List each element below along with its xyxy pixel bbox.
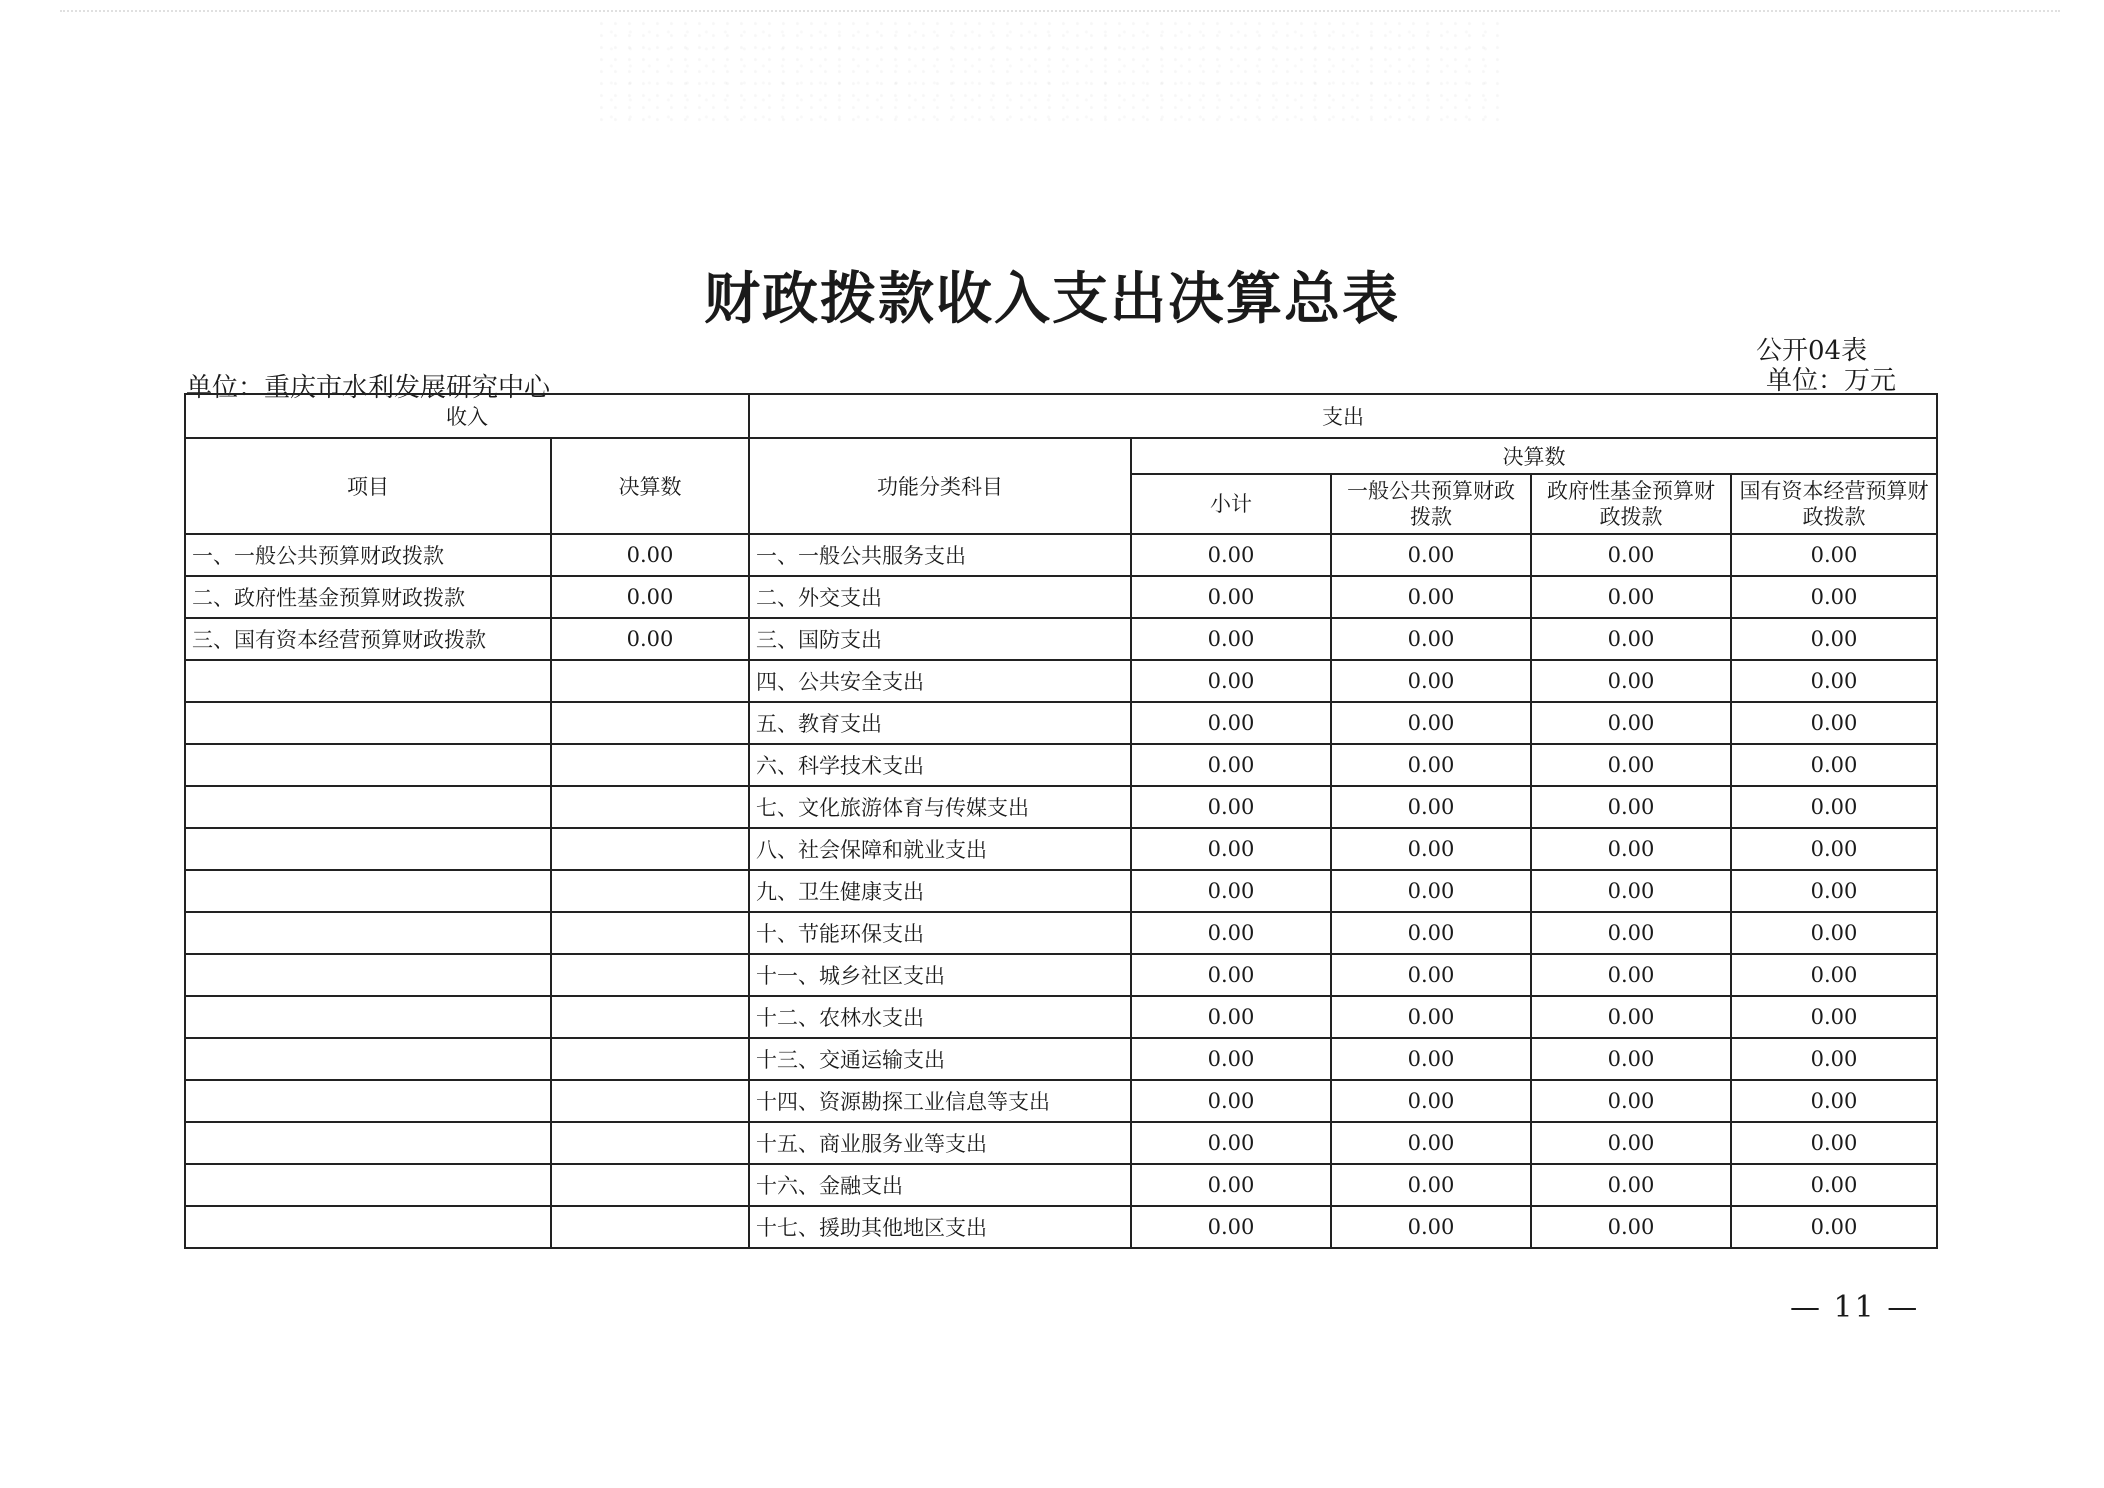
subtotal-cell: 0.00 <box>1131 744 1331 786</box>
gov-fund-cell: 0.00 <box>1531 702 1731 744</box>
budget-table <box>184 393 1938 1249</box>
income-item-cell: 三、国有资本经营预算财政拨款 <box>185 618 551 660</box>
subtotal-cell: 0.00 <box>1131 1164 1331 1206</box>
table-row <box>185 1164 1937 1206</box>
state-capital-cell: 0.00 <box>1731 870 1937 912</box>
income-amount-cell <box>551 660 749 702</box>
gov-fund-cell: 0.00 <box>1531 1080 1731 1122</box>
income-item-cell: 二、政府性基金预算财政拨款 <box>185 576 551 618</box>
income-amount-cell <box>551 954 749 996</box>
function-subject-header: 功能分类科目 <box>749 438 1131 534</box>
table-row <box>185 1080 1937 1122</box>
income-item-cell <box>185 786 551 828</box>
subject-cell: 十、节能环保支出 <box>749 912 1131 954</box>
income-item-cell <box>185 996 551 1038</box>
gov-fund-cell: 0.00 <box>1531 1122 1731 1164</box>
subtotal-cell: 0.00 <box>1131 786 1331 828</box>
gov-fund-cell: 0.00 <box>1531 1038 1731 1080</box>
subject-cell: 二、外交支出 <box>749 576 1131 618</box>
income-amount-cell: 0.00 <box>551 576 749 618</box>
subject-cell: 十六、金融支出 <box>749 1164 1131 1206</box>
expense-amount-header: 决算数 <box>1131 438 1937 474</box>
subtotal-cell: 0.00 <box>1131 912 1331 954</box>
subject-cell: 三、国防支出 <box>749 618 1131 660</box>
income-item-cell <box>185 1206 551 1248</box>
gov-fund-cell: 0.00 <box>1531 912 1731 954</box>
state-capital-cell: 0.00 <box>1731 618 1937 660</box>
gov-fund-cell: 0.00 <box>1531 786 1731 828</box>
general-budget-cell: 0.00 <box>1331 1038 1531 1080</box>
subtotal-cell: 0.00 <box>1131 954 1331 996</box>
general-budget-cell: 0.00 <box>1331 912 1531 954</box>
page-number: — 11 — <box>1790 1290 1920 1325</box>
subtotal-cell: 0.00 <box>1131 996 1331 1038</box>
gov-fund-header: 政府性基金预算财政拨款 <box>1531 474 1731 534</box>
general-budget-cell: 0.00 <box>1331 1080 1531 1122</box>
subject-cell: 七、文化旅游体育与传媒支出 <box>749 786 1131 828</box>
income-item-cell: 一、一般公共预算财政拨款 <box>185 534 551 576</box>
income-amount-cell <box>551 744 749 786</box>
gov-fund-cell: 0.00 <box>1531 1206 1731 1248</box>
income-amount-cell: 0.00 <box>551 534 749 576</box>
gov-fund-cell: 0.00 <box>1531 534 1731 576</box>
general-budget-header: 一般公共预算财政拨款 <box>1331 474 1531 534</box>
income-amount-cell <box>551 870 749 912</box>
subtotal-cell: 0.00 <box>1131 1206 1331 1248</box>
gov-fund-cell: 0.00 <box>1531 996 1731 1038</box>
subtotal-cell: 0.00 <box>1131 702 1331 744</box>
income-item-cell <box>185 954 551 996</box>
income-amount-cell <box>551 1038 749 1080</box>
subtotal-cell: 0.00 <box>1131 576 1331 618</box>
income-item-cell <box>185 1080 551 1122</box>
form-number: 公开04表 <box>1756 336 1868 366</box>
subtotal-cell: 0.00 <box>1131 1080 1331 1122</box>
state-capital-cell: 0.00 <box>1731 660 1937 702</box>
income-item-cell <box>185 912 551 954</box>
state-capital-cell: 0.00 <box>1731 1038 1937 1080</box>
subtotal-cell: 0.00 <box>1131 828 1331 870</box>
general-budget-cell: 0.00 <box>1331 660 1531 702</box>
table-row <box>185 1038 1937 1080</box>
general-budget-cell: 0.00 <box>1331 996 1531 1038</box>
gov-fund-cell: 0.00 <box>1531 1164 1731 1206</box>
subtotal-cell: 0.00 <box>1131 870 1331 912</box>
state-capital-header: 国有资本经营预算财政拨款 <box>1731 474 1937 534</box>
income-amount-cell <box>551 1080 749 1122</box>
general-budget-cell: 0.00 <box>1331 702 1531 744</box>
table-row <box>185 660 1937 702</box>
gov-fund-cell: 0.00 <box>1531 828 1731 870</box>
state-capital-cell: 0.00 <box>1731 1206 1937 1248</box>
subject-cell: 十五、商业服务业等支出 <box>749 1122 1131 1164</box>
income-amount-cell <box>551 1164 749 1206</box>
state-capital-cell: 0.00 <box>1731 996 1937 1038</box>
page-title: 财政拨款收入支出决算总表 <box>704 266 1400 332</box>
subtotal-cell: 0.00 <box>1131 1038 1331 1080</box>
gov-fund-cell: 0.00 <box>1531 870 1731 912</box>
gov-fund-cell: 0.00 <box>1531 660 1731 702</box>
state-capital-cell: 0.00 <box>1731 912 1937 954</box>
table-row <box>185 828 1937 870</box>
subject-cell: 十二、农林水支出 <box>749 996 1131 1038</box>
table-row <box>185 702 1937 744</box>
table-row <box>185 786 1937 828</box>
income-amount-cell <box>551 1206 749 1248</box>
general-budget-cell: 0.00 <box>1331 870 1531 912</box>
income-item-cell <box>185 702 551 744</box>
income-amount-cell <box>551 1122 749 1164</box>
table-row <box>185 1122 1937 1164</box>
gov-fund-cell: 0.00 <box>1531 744 1731 786</box>
subject-cell: 十一、城乡社区支出 <box>749 954 1131 996</box>
organization-label: 单位：重庆市水利发展研究中心 <box>186 373 551 403</box>
scan-artifact-line <box>60 10 2060 14</box>
subtotal-cell: 0.00 <box>1131 660 1331 702</box>
state-capital-cell: 0.00 <box>1731 828 1937 870</box>
subject-cell: 八、社会保障和就业支出 <box>749 828 1131 870</box>
state-capital-cell: 0.00 <box>1731 1122 1937 1164</box>
state-capital-cell: 0.00 <box>1731 786 1937 828</box>
general-budget-cell: 0.00 <box>1331 828 1531 870</box>
general-budget-cell: 0.00 <box>1331 744 1531 786</box>
gov-fund-cell: 0.00 <box>1531 954 1731 996</box>
scan-noise <box>600 20 1500 130</box>
table-row <box>185 1206 1937 1248</box>
currency-unit: 单位：万元 <box>1766 366 1897 396</box>
subject-cell: 十四、资源勘探工业信息等支出 <box>749 1080 1131 1122</box>
income-amount-cell: 0.00 <box>551 618 749 660</box>
general-budget-cell: 0.00 <box>1331 1206 1531 1248</box>
subtotal-cell: 0.00 <box>1131 618 1331 660</box>
table-body <box>185 534 1937 1248</box>
income-item-cell <box>185 828 551 870</box>
general-budget-cell: 0.00 <box>1331 954 1531 996</box>
table-header <box>185 394 1937 534</box>
subject-cell: 十七、援助其他地区支出 <box>749 1206 1131 1248</box>
state-capital-cell: 0.00 <box>1731 954 1937 996</box>
general-budget-cell: 0.00 <box>1331 618 1531 660</box>
income-amount-cell <box>551 702 749 744</box>
income-item-cell <box>185 1164 551 1206</box>
subtotal-cell: 0.00 <box>1131 534 1331 576</box>
income-amount-cell <box>551 996 749 1038</box>
income-item-cell <box>185 1038 551 1080</box>
income-item-cell <box>185 1122 551 1164</box>
income-item-cell <box>185 870 551 912</box>
income-amount-cell <box>551 786 749 828</box>
item-header: 项目 <box>185 438 551 534</box>
income-header: 收入 <box>185 394 749 438</box>
general-budget-cell: 0.00 <box>1331 1164 1531 1206</box>
state-capital-cell: 0.00 <box>1731 534 1937 576</box>
subject-cell: 四、公共安全支出 <box>749 660 1131 702</box>
subject-cell: 五、教育支出 <box>749 702 1131 744</box>
state-capital-cell: 0.00 <box>1731 1164 1937 1206</box>
income-item-cell <box>185 744 551 786</box>
subject-cell: 一、一般公共服务支出 <box>749 534 1131 576</box>
income-amount-header: 决算数 <box>551 438 749 534</box>
income-amount-cell <box>551 912 749 954</box>
general-budget-cell: 0.00 <box>1331 786 1531 828</box>
income-amount-cell <box>551 828 749 870</box>
state-capital-cell: 0.00 <box>1731 576 1937 618</box>
gov-fund-cell: 0.00 <box>1531 618 1731 660</box>
subtotal-header: 小计 <box>1131 474 1331 534</box>
table-row <box>185 618 1937 660</box>
state-capital-cell: 0.00 <box>1731 1080 1937 1122</box>
subject-cell: 九、卫生健康支出 <box>749 870 1131 912</box>
general-budget-cell: 0.00 <box>1331 534 1531 576</box>
table-row <box>185 534 1937 576</box>
general-budget-cell: 0.00 <box>1331 576 1531 618</box>
table-row <box>185 996 1937 1038</box>
subject-cell: 十三、交通运输支出 <box>749 1038 1131 1080</box>
general-budget-cell: 0.00 <box>1331 1122 1531 1164</box>
table-row <box>185 576 1937 618</box>
subject-cell: 六、科学技术支出 <box>749 744 1131 786</box>
table-row <box>185 870 1937 912</box>
subtotal-cell: 0.00 <box>1131 1122 1331 1164</box>
income-item-cell <box>185 660 551 702</box>
state-capital-cell: 0.00 <box>1731 702 1937 744</box>
table-row <box>185 954 1937 996</box>
state-capital-cell: 0.00 <box>1731 744 1937 786</box>
gov-fund-cell: 0.00 <box>1531 576 1731 618</box>
table-row <box>185 744 1937 786</box>
table-row <box>185 912 1937 954</box>
expense-header: 支出 <box>749 394 1937 438</box>
